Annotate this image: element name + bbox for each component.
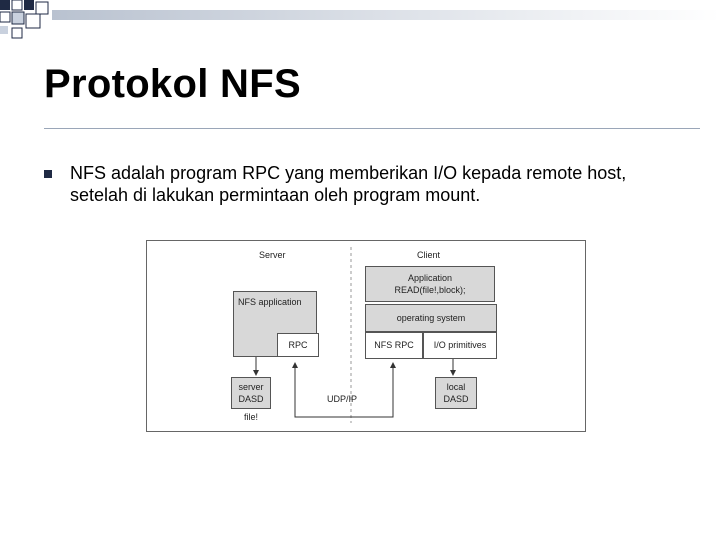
header-decoration: [0, 0, 720, 48]
udp-ip-label: UDP/IP: [327, 394, 358, 404]
local-dasd-line2: DASD: [443, 394, 469, 404]
bullet-text: NFS adalah program RPC yang memberikan I/O kepada remote host, setelah di lakukan permintaan oleh program mount.: [70, 163, 627, 205]
application-line2: READ(file!,block);: [394, 285, 466, 295]
nfs-rpc-box: [365, 332, 423, 359]
server-label: Server: [259, 250, 286, 260]
application-line1: Application: [407, 273, 453, 283]
local-dasd-box: [435, 377, 477, 409]
server-dasd-line2: DASD: [238, 394, 264, 404]
server-dasd-box: [231, 377, 271, 409]
application-box: [365, 266, 495, 302]
nfs-diagram: [146, 240, 586, 432]
title-divider: [44, 128, 700, 129]
file-label: file!: [244, 412, 259, 422]
operating-system-box: [365, 304, 497, 332]
local-dasd-line1: local: [446, 382, 466, 392]
bullet-marker: [44, 170, 52, 178]
client-label: Client: [417, 250, 441, 260]
nfs-application-label: NFS application: [238, 297, 302, 307]
operating-system-label: operating system: [396, 313, 466, 323]
io-primitives-label: I/O primitives: [433, 340, 487, 350]
rpc-server-box: [277, 333, 319, 357]
nfs-rpc-label: NFS RPC: [374, 340, 414, 350]
io-primitives-box: [423, 332, 497, 359]
slide-title: Protokol NFS: [44, 62, 301, 106]
rpc-server-label: RPC: [288, 340, 308, 350]
server-dasd-line1: server: [238, 382, 264, 392]
